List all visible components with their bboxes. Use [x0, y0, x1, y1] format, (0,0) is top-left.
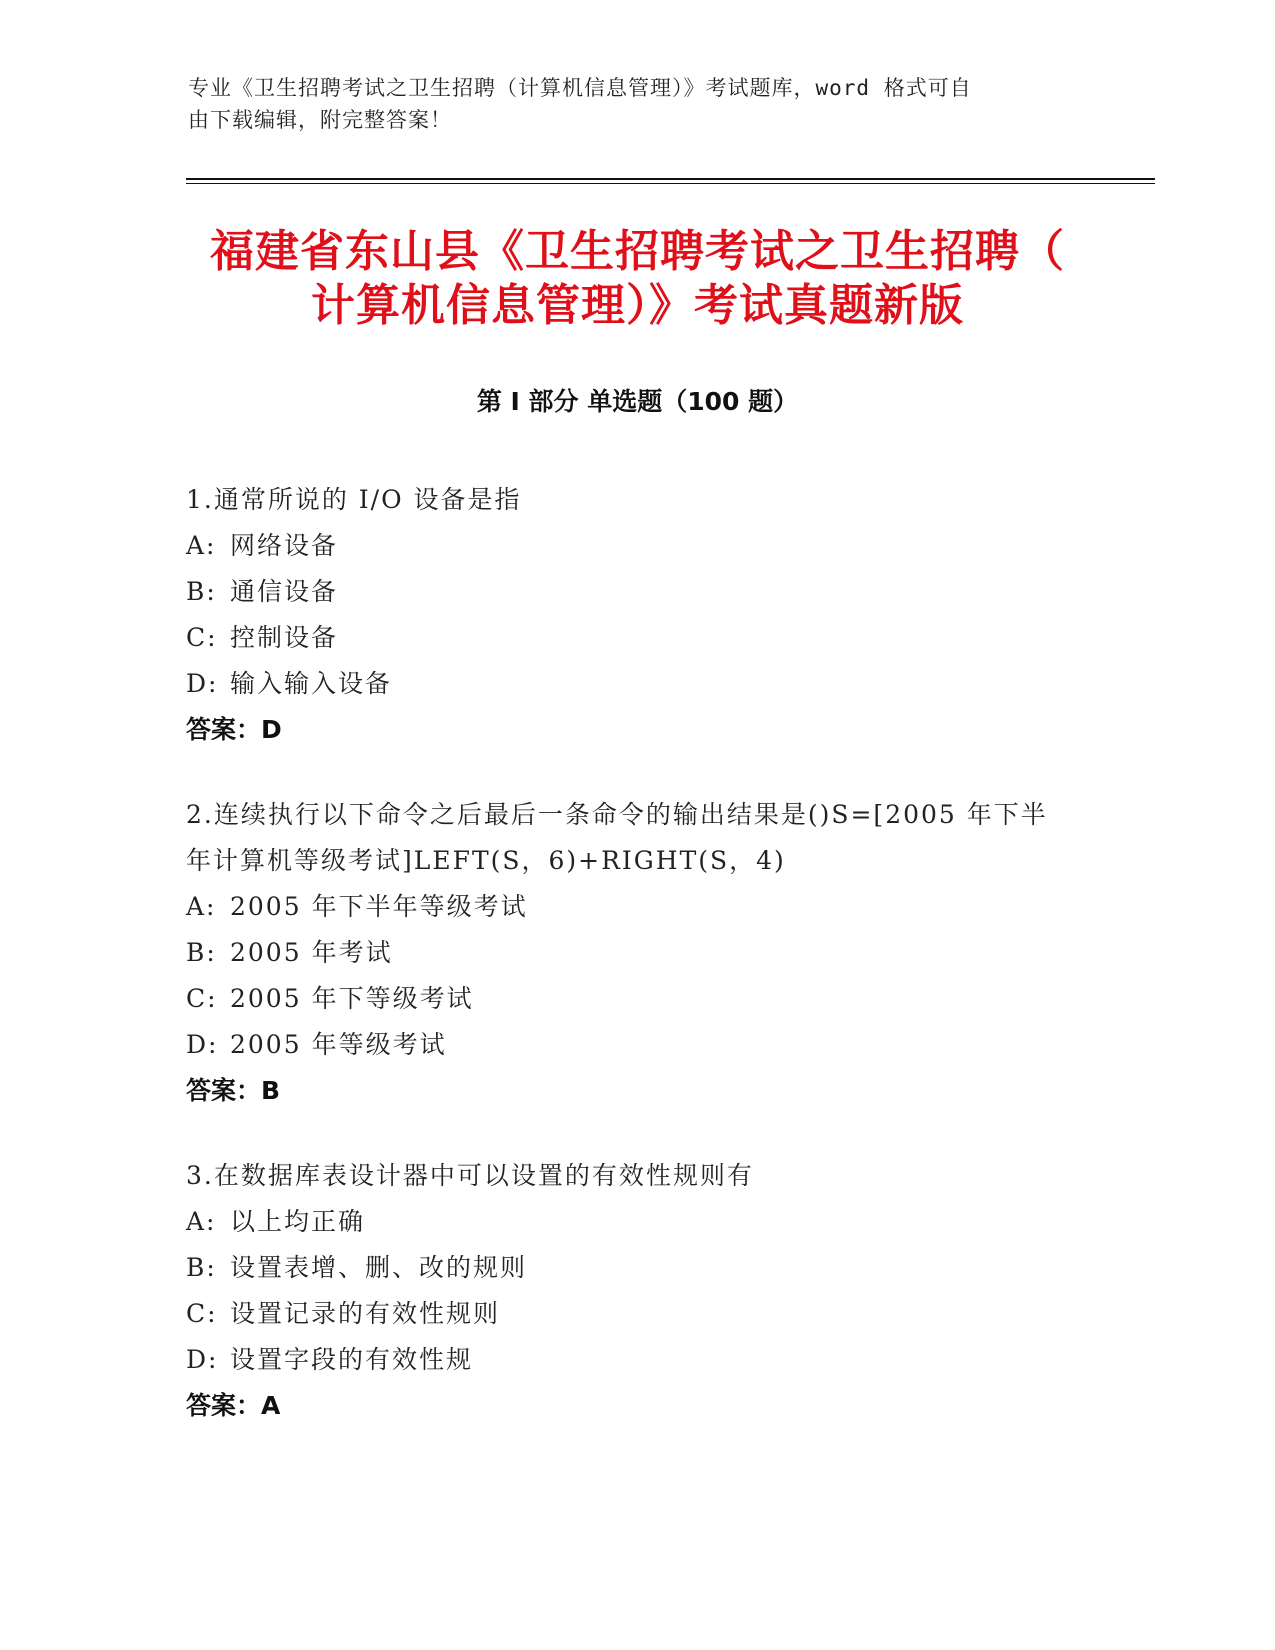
option-a: [186, 884, 1086, 930]
option-b: [186, 1245, 1086, 1291]
document-title: [150, 225, 1125, 333]
option-text: 控制设备: [230, 623, 339, 652]
document-title-line: 福建省东山县《卫生招聘考试之卫生招聘（: [210, 226, 1065, 277]
option-text: 网络设备: [230, 531, 339, 560]
option-text: 设置表增、删、改的规则: [230, 1253, 528, 1282]
header-divider-thin: [186, 183, 1155, 184]
option-a: [186, 523, 1086, 569]
option-text: 输入输入设备: [230, 669, 393, 698]
section-heading: 第 I 部分 单选题（100 题）: [476, 387, 799, 416]
answer: 答案：D: [186, 715, 282, 744]
option-c: [186, 615, 1086, 661]
option-key: C:: [186, 623, 218, 652]
option-key: B:: [186, 1253, 217, 1282]
option-key: B:: [186, 577, 217, 606]
option-d: [186, 1022, 1086, 1068]
option-key: D:: [186, 669, 219, 698]
option-text: 2005 年下半年等级考试: [230, 892, 528, 921]
question-stem: 2.连续执行以下命令之后最后一条命令的输出结果是()S=[2005 年下半: [186, 800, 1048, 829]
question-list: [186, 477, 1086, 1468]
header-divider: [186, 178, 1155, 180]
document-title-line: 计算机信息管理）》考试真题新版: [311, 280, 964, 331]
option-b: [186, 569, 1086, 615]
option-text: 设置记录的有效性规则: [230, 1299, 501, 1328]
option-c: [186, 1291, 1086, 1337]
header-note: [188, 72, 1068, 136]
option-a: [186, 1199, 1086, 1245]
option-d: [186, 1337, 1086, 1383]
question-item: [186, 1153, 1086, 1429]
option-text: 2005 年下等级考试: [230, 984, 474, 1013]
header-note-line: 由下载编辑，附完整答案！: [188, 108, 452, 132]
question-stem: 3.在数据库表设计器中可以设置的有效性规则有: [186, 1161, 754, 1190]
option-key: C:: [186, 1299, 218, 1328]
option-text: 2005 年等级考试: [230, 1030, 447, 1059]
option-c: [186, 976, 1086, 1022]
option-key: D:: [186, 1030, 219, 1059]
question-item: [186, 792, 1086, 1114]
option-key: C:: [186, 984, 218, 1013]
option-key: A:: [186, 892, 217, 921]
option-key: A:: [186, 1207, 217, 1236]
option-text: 以上均正确: [230, 1207, 366, 1236]
option-text: 设置字段的有效性规: [230, 1345, 474, 1374]
option-b: [186, 930, 1086, 976]
question-stem: 1.通常所说的 I/O 设备是指: [186, 485, 522, 514]
question-stem-continued: 年计算机等级考试]LEFT(S，6)+RIGHT(S，4): [186, 846, 786, 875]
option-key: B:: [186, 938, 217, 967]
option-d: [186, 661, 1086, 707]
answer: 答案：A: [186, 1391, 281, 1420]
option-text: 通信设备: [230, 577, 339, 606]
header-note-line: 专业《卫生招聘考试之卫生招聘（计算机信息管理）》考试题库，word 格式可自: [188, 76, 972, 100]
option-text: 2005 年考试: [230, 938, 393, 967]
option-key: D:: [186, 1345, 219, 1374]
option-key: A:: [186, 531, 217, 560]
answer: 答案：B: [186, 1076, 281, 1105]
question-item: [186, 477, 1086, 753]
